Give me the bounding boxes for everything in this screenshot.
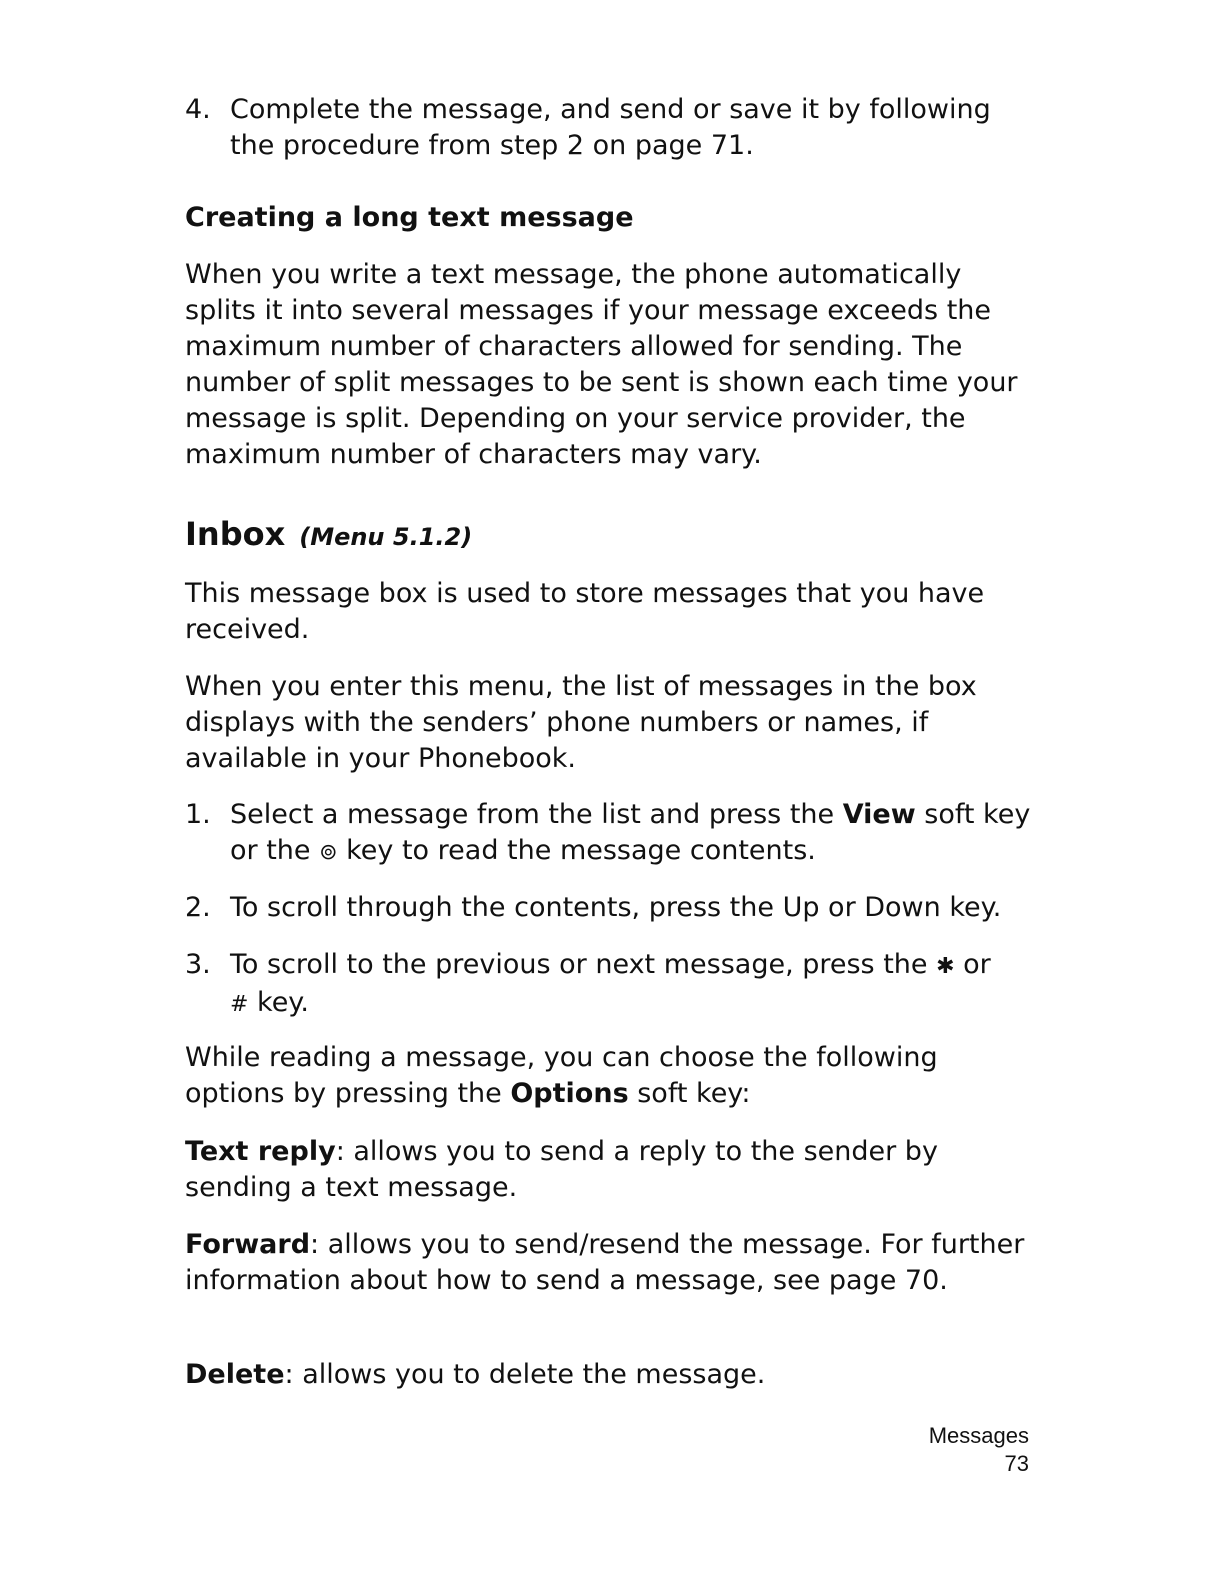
step-text: To scroll through the contents, press the Up or Down key.	[230, 892, 1002, 923]
step-number: 4.	[185, 94, 211, 125]
option-delete	[185, 1357, 1035, 1393]
step-number: 2.	[185, 892, 211, 923]
option-term: Forward	[185, 1229, 311, 1260]
step-text: Select a message from the list and press the View soft key or the ⊚ key to read the message contents.	[230, 797, 1035, 871]
long-text-body: When you write a text message, the phone automatically splits it into several messages if your message exceeds the maximum number of characters allowed for sending. The number of split messages to be sent is shown each time your message is split. Depending on your service provider, the maximum number of characters may vary.	[185, 259, 1018, 470]
step-text: To scroll to the previous or next message, press the ✱ or # key.	[230, 947, 1035, 1023]
section-title: Inbox	[185, 515, 286, 553]
option-desc: : allows you to send a reply to the sender by sending a text message.	[185, 1136, 938, 1203]
option-text-reply	[185, 1134, 1035, 1206]
page-number: 73	[1004, 1451, 1029, 1476]
option-term: Delete	[185, 1359, 285, 1390]
view-key-label: View	[842, 799, 916, 830]
option-term: Text reply	[185, 1136, 336, 1167]
option-desc: : allows you to send/resend the message. For further information about how to send a message, see page 70.	[185, 1229, 1025, 1296]
subheading-long-text: Creating a long text message	[185, 202, 634, 233]
footer-section: Messages	[928, 1423, 1029, 1448]
page-footer	[929, 1422, 1029, 1478]
options-intro: While reading a message, you can choose the following options by pressing the Options soft key:	[185, 1042, 938, 1109]
step-text: Complete the message, and send or save it by following the procedure from step 2 on page 71.	[230, 94, 991, 161]
inbox-intro-1: This message box is used to store messages that you have received.	[185, 578, 985, 645]
hash-key-icon: #	[230, 992, 249, 1017]
step-number: 1.	[185, 799, 211, 830]
inbox-intro-2: When you enter this menu, the list of messages in the box displays with the senders’ phone numbers or names, if available in your Phonebook.	[185, 671, 977, 774]
option-desc: : allows you to delete the message.	[284, 1359, 766, 1390]
options-key-label: Options	[510, 1078, 629, 1109]
nav-ok-key-icon: ⊚	[319, 840, 338, 865]
option-forward	[185, 1227, 1035, 1299]
star-key-icon: ✱	[936, 954, 955, 979]
step-number: 3.	[185, 949, 211, 980]
section-heading-inbox	[185, 512, 472, 559]
menu-reference: (Menu 5.1.2)	[299, 523, 473, 551]
